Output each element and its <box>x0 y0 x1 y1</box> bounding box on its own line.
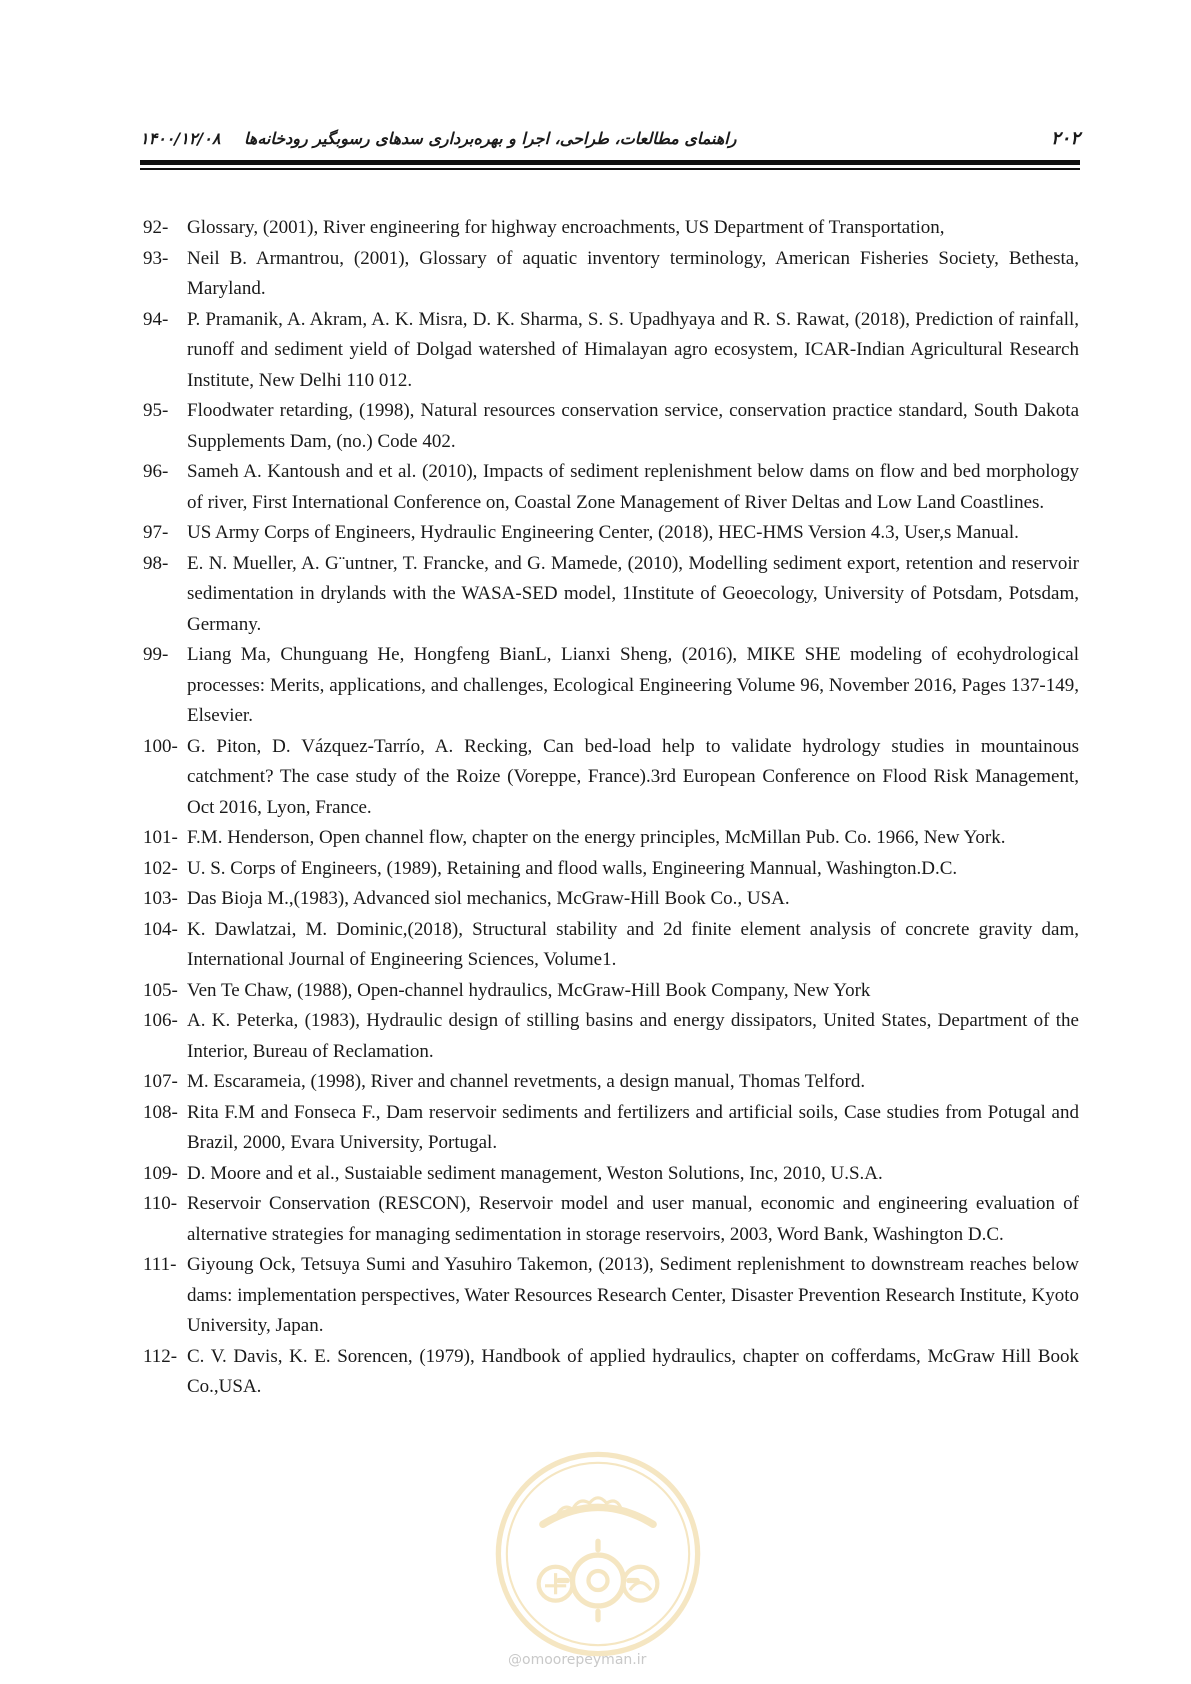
reference-text: Rita F.M and Fonseca F., Dam reservoir sediments and fertilizers and artificial soils, Case studies from Potugal and Brazil, 2000, Evara University, Portugal. <box>187 1101 1079 1153</box>
reference-text: Glossary, (2001), River engineering for highway encroachments, US Department of Transportation, <box>187 217 945 238</box>
reference-number: 93- <box>143 247 169 269</box>
reference-item <box>143 854 1079 885</box>
reference-number: 92- <box>143 217 169 238</box>
reference-item <box>143 1159 1079 1190</box>
reference-item <box>143 549 1079 641</box>
reference-number: 112- <box>143 1345 178 1367</box>
page-header <box>140 128 1080 150</box>
header-rule-thin <box>140 168 1080 170</box>
reference-text: Giyoung Ock, Tetsuya Sumi and Yasuhiro Takemon, (2013), Sediment replenishment to downstream reaches below dams: implementation perspectives, Water Resources Research Center, Disaster Prevention Research Institute, Kyoto University, Japan. <box>187 1254 1079 1336</box>
reference-item <box>143 1250 1079 1342</box>
reference-number: 99- <box>143 644 169 665</box>
reference-item <box>143 518 1079 549</box>
reference-item <box>143 1098 1079 1159</box>
reference-item <box>143 305 1079 397</box>
reference-number: 111- <box>143 1254 177 1275</box>
header-rule-thick <box>140 160 1080 165</box>
reference-item <box>143 1006 1079 1067</box>
reference-text: P. Pramanik, A. Akram, A. K. Misra, D. K. Sharma, S. S. Upadhyaya and R. S. Rawat, (2018), Prediction of rainfall, runoff and sediment yield of Dolgad watershed of Himalayan agro ecosystem, ICAR-Indian Agricultural Research Institute, New Delhi 110 012. <box>187 308 1079 391</box>
reference-text: Floodwater retarding, (1998), Natural resources conservation service, conservation practice standard, South Dakota Supplements Dam, (no.) Code 402. <box>187 400 1079 452</box>
reference-text: US Army Corps of Engineers, Hydraulic Engineering Center, (2018), HEC-HMS Version 4.3, User,s Manual. <box>187 522 1019 543</box>
reference-list <box>143 213 1079 1403</box>
header-date: ۱۴۰۰/۱۲/۰۸ <box>140 129 221 148</box>
reference-number: 110- <box>143 1193 178 1214</box>
reference-number: 97- <box>143 522 169 543</box>
reference-item <box>143 244 1079 305</box>
reference-item <box>143 1189 1079 1250</box>
reference-item <box>143 1067 1079 1098</box>
running-title <box>140 128 736 150</box>
reference-text: Das Bioja M.,(1983), Advanced siol mechanics, McGraw-Hill Book Co., USA. <box>187 888 790 909</box>
reference-number: 94- <box>143 308 169 330</box>
watermark-domain: @omoorepeyman.ir <box>508 1652 647 1668</box>
reference-text: E. N. Mueller, A. G¨untner, T. Francke, and G. Mamede, (2010), Modelling sediment export, retention and reservoir sedimentation in drylands with the WASA-SED model, 1Institute of Geoecology, University of Potsdam, Potsdam, Germany. <box>187 552 1079 635</box>
reference-number: 100- <box>143 735 178 757</box>
reference-item <box>143 213 1079 244</box>
watermark-seal-logo <box>492 1448 704 1660</box>
reference-text: Reservoir Conservation (RESCON), Reservoir model and user manual, economic and engineering evaluation of alternative strategies for managing sedimentation in storage reservoirs, 2003, Word Bank, Washington D.C. <box>187 1193 1079 1245</box>
reference-number: 101- <box>143 827 178 848</box>
reference-number: 105- <box>143 979 178 1001</box>
reference-text: G. Piton, D. Vázquez-Tarrío, A. Recking, Can bed-load help to validate hydrology studies in mountainous catchment? The case study of the Roize (Voreppe, France).3rd European Conference on Flood Risk Management, Oct 2016, Lyon, France. <box>187 735 1079 818</box>
reference-text: D. Moore and et al., Sustaiable sediment management, Weston Solutions, Inc, 2010, U.S.A. <box>187 1162 883 1184</box>
reference-text: M. Escarameia, (1998), River and channel revetments, a design manual, Thomas Telford. <box>187 1071 866 1092</box>
reference-item <box>143 976 1079 1007</box>
reference-number: 95- <box>143 400 169 421</box>
reference-number: 96- <box>143 461 169 482</box>
reference-item <box>143 396 1079 457</box>
reference-number: 102- <box>143 857 178 879</box>
reference-number: 108- <box>143 1101 178 1123</box>
reference-number: 106- <box>143 1010 178 1031</box>
reference-item <box>143 1342 1079 1403</box>
reference-item <box>143 823 1079 854</box>
reference-text: C. V. Davis, K. E. Sorencen, (1979), Handbook of applied hydraulics, chapter on cofferdams, McGraw Hill Book Co.,USA. <box>187 1345 1079 1397</box>
reference-text: A. K. Peterka, (1983), Hydraulic design of stilling basins and energy dissipators, United States, Department of the Interior, Bureau of Reclamation. <box>187 1010 1079 1062</box>
reference-item <box>143 915 1079 976</box>
reference-text: Neil B. Armantrou, (2001), Glossary of aquatic inventory terminology, American Fisheries Society, Bethesta, Maryland. <box>187 247 1079 299</box>
reference-number: 98- <box>143 552 169 574</box>
reference-text: K. Dawlatzai, M. Dominic,(2018), Structural stability and 2d finite element analysis of concrete gravity dam, International Journal of Engineering Sciences, Volume1. <box>187 918 1079 970</box>
reference-number: 104- <box>143 918 178 940</box>
reference-text: U. S. Corps of Engineers, (1989), Retaining and flood walls, Engineering Mannual, Washington.D.C. <box>187 857 958 879</box>
running-title-text: راهنمای مطالعات، طراحی، اجرا و بهره‌برداری سدهای رسوبگیر رودخانه‌ها <box>244 129 737 148</box>
page-number: ۲۰۲ <box>1050 128 1080 149</box>
reference-item <box>143 732 1079 824</box>
reference-text: Sameh A. Kantoush and et al. (2010), Impacts of sediment replenishment below dams on flow and bed morphology of river, First International Conference on, Coastal Zone Management of River Deltas and Low Land Coastlines. <box>187 461 1079 513</box>
reference-text: Ven Te Chaw, (1988), Open-channel hydraulics, McGraw-Hill Book Company, New York <box>187 979 871 1001</box>
reference-text: Liang Ma, Chunguang He, Hongfeng BianL, Lianxi Sheng, (2016), MIKE SHE modeling of ecohydrological processes: Merits, applications, and challenges, Ecological Engineering Volume 96, November 2016, Pages 137-149, Elsevier. <box>187 644 1079 726</box>
reference-number: 109- <box>143 1162 178 1184</box>
reference-number: 103- <box>143 888 178 909</box>
reference-item <box>143 640 1079 732</box>
reference-item <box>143 457 1079 518</box>
reference-text: F.M. Henderson, Open channel flow, chapter on the energy principles, McMillan Pub. Co. 1966, New York. <box>187 827 1006 848</box>
reference-number: 107- <box>143 1071 178 1092</box>
reference-item <box>143 884 1079 915</box>
